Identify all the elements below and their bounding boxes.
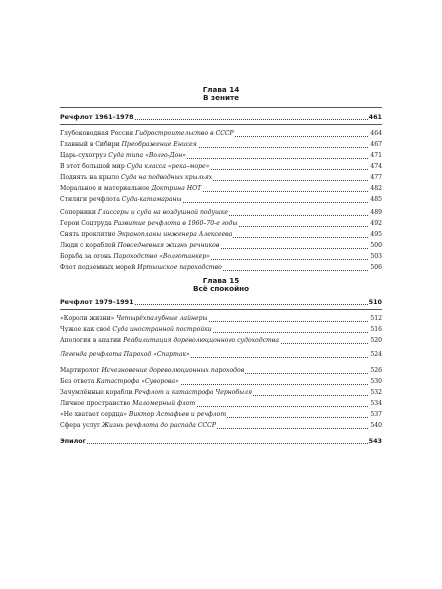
toc-entry[interactable]: Апология в апатии Реабилитация дореволюционного судоходства 520 — [60, 337, 382, 344]
toc-entry[interactable]: Мартиролог Исчезновение дореволюционных пароходов 526 — [60, 367, 382, 374]
chapter-14-heading — [60, 86, 382, 102]
toc-entry[interactable]: Моральное и материальное Доктрина НОТ 482 — [60, 185, 382, 192]
part-entry[interactable] — [60, 112, 382, 122]
toc-entry[interactable]: В этот большой мир Суда класса «река–море» 474 — [60, 163, 382, 170]
part-title: Речфлот 1979–1991 — [60, 298, 134, 306]
toc-entry[interactable]: Чужое как своё Суда иностранной постройки 516 — [60, 326, 382, 333]
toc-page — [60, 0, 382, 589]
chapter-number: Глава 14 — [202, 85, 240, 94]
epilogue-title: Эпилог — [60, 437, 86, 445]
toc-entry[interactable]: «Короли жизни» Четырёхпалубные лайнеры 512 — [60, 315, 382, 322]
chapter-15-heading — [60, 277, 382, 293]
toc-entry[interactable]: Люди с кораблей Повседневная жизнь речников 500 — [60, 242, 382, 249]
divider-line — [60, 107, 382, 108]
page-number: 543 — [368, 437, 382, 445]
toc-entry[interactable]: Царь-сухогруз Суда типа «Волго-Дон» 471 — [60, 152, 382, 159]
toc-entry[interactable]: Борьба за огонь Пароходство «Волготанкер» 503 — [60, 253, 382, 260]
toc-entry[interactable]: Легенда речфлота Пароход «Спартак» 524 — [60, 351, 382, 358]
page-number: 510 — [368, 298, 382, 306]
toc-entry[interactable]: Соперники Глиссеры и суда на воздушной подушке 489 — [60, 209, 382, 216]
toc-entry[interactable]: Снять проклятие Экранопланы инженера Алексеева 495 — [60, 231, 382, 238]
toc-entry[interactable]: Сфера услуг Жизнь речфлота до распада СССР 540 — [60, 422, 382, 429]
toc-entry[interactable]: Флот подземных морей Иртышское пароходство 506 — [60, 264, 382, 271]
toc-entry[interactable]: Стиляги речфлота Суда-катамараны 485 — [60, 196, 382, 203]
toc-entry[interactable]: Личное пространство Маломерный флот 534 — [60, 400, 382, 407]
chapter-number: Глава 15 — [202, 276, 240, 285]
chapter-title: Всё спокойно — [192, 284, 250, 293]
toc-entry[interactable]: Герои Соцтруда Развитие речфлота в 1960–70-е годы 492 — [60, 220, 382, 227]
epilogue-entry[interactable] — [60, 436, 382, 446]
part-entry[interactable] — [60, 297, 382, 307]
chapter-title: В зените — [202, 93, 240, 102]
page-number: 461 — [368, 113, 382, 121]
leader-dots — [60, 442, 382, 444]
toc-entry[interactable]: Зачумлённые корабли Речфлот и катастрофа Чернобыля 532 — [60, 389, 382, 396]
toc-entry[interactable]: Главный в Сибири Преображение Енисея 467 — [60, 141, 382, 148]
divider-line — [60, 124, 382, 125]
toc-entry[interactable]: Поднять на крыло Суда на подводных крыльях 477 — [60, 174, 382, 181]
divider-line — [60, 309, 382, 310]
toc-entry[interactable]: Глубоководная Россия Гидростроительство в СССР 464 — [60, 130, 382, 137]
part-title: Речфлот 1961–1978 — [60, 113, 134, 121]
toc-entry[interactable]: «Не хватает сердца» Виктор Астафьев и речфлот 537 — [60, 411, 382, 418]
toc-entry[interactable]: Без ответа Катастрофа «Суворова» 530 — [60, 378, 382, 385]
